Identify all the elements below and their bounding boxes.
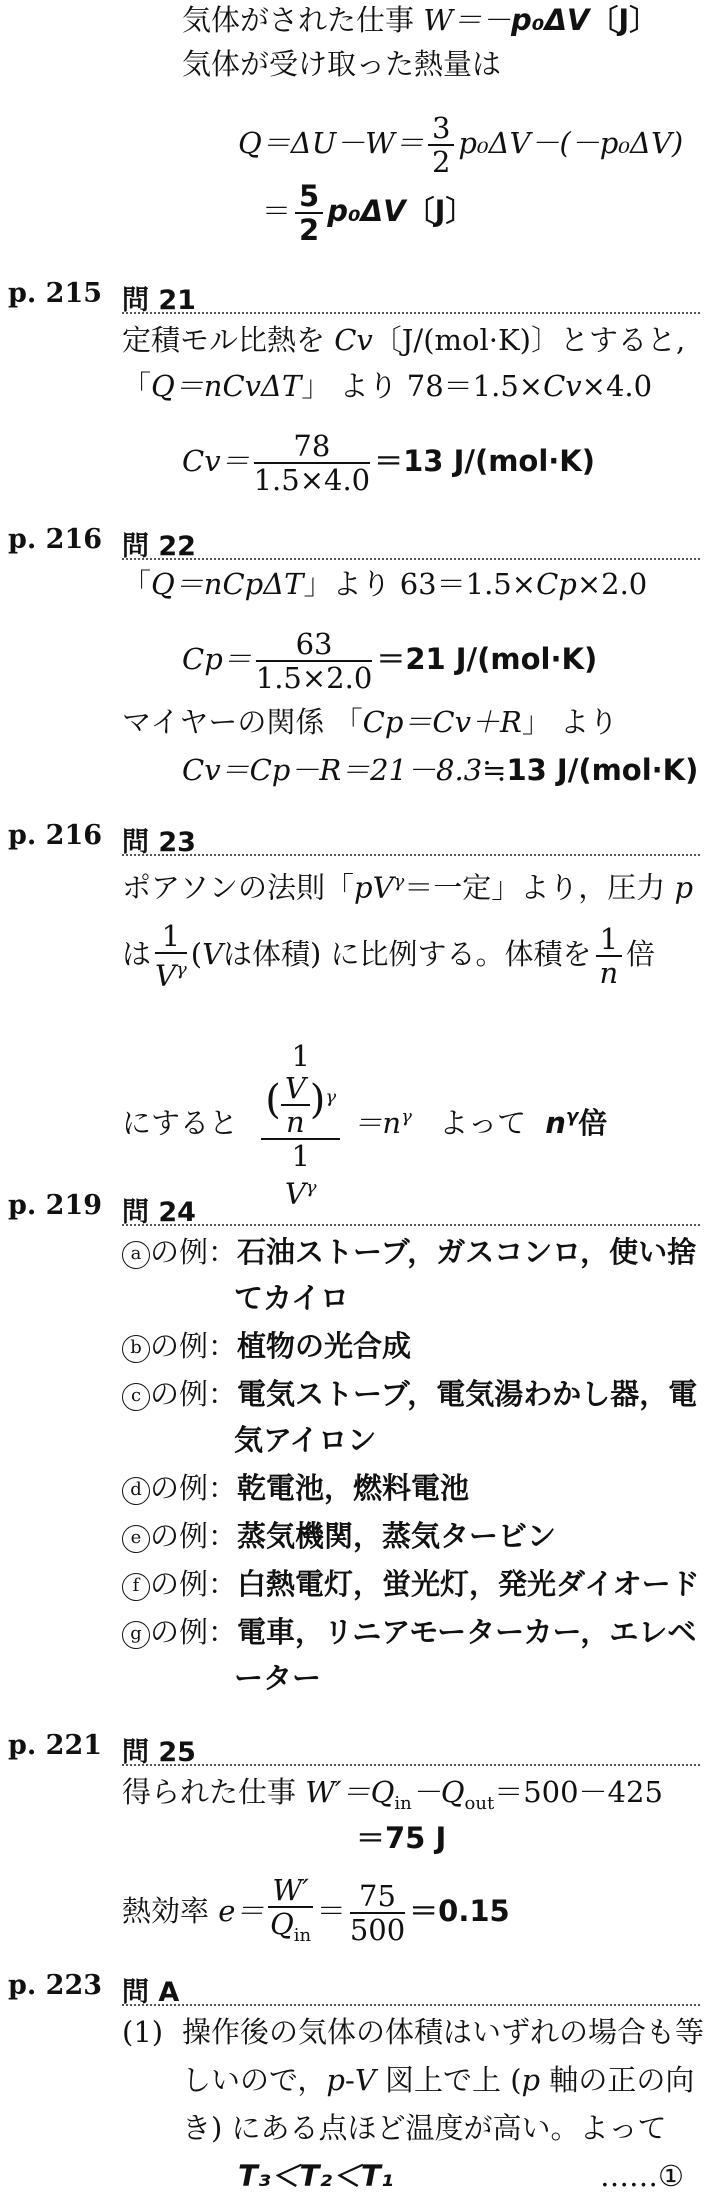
dotted-rule xyxy=(122,2004,700,2006)
dotted-rule xyxy=(122,558,700,560)
list-item: g の例：電車，リニアモーターカー，エレベ xyxy=(122,1614,696,1650)
question-21-title: 問 21 xyxy=(122,285,196,316)
page-ref-219: p. 219 xyxy=(8,1190,103,1221)
dotted-rule xyxy=(122,1224,700,1226)
q25-line3: 熱効率 e＝ $\frac{W'}{Q_{in}}$ ＝ $\frac{75}{500}$ ＝0.15 xyxy=(122,1873,510,1947)
heat-result-line: ＝ $\frac{5}{2}$ p₀ΔV〔J〕 xyxy=(262,179,475,247)
fraction: $\frac{3}{2}$ xyxy=(428,112,454,178)
page-ref-223: p. 223 xyxy=(8,1970,103,2001)
q22-line4: Cv＝Cp－R＝21－8.3≒13 J/(mol·K) xyxy=(182,753,699,787)
qa-result: T₃＜T₂＜T₁ xyxy=(238,2159,394,2193)
page-ref-216a: p. 216 xyxy=(8,524,103,555)
page-ref-215: p. 215 xyxy=(8,278,103,309)
qa-line1: 操作後の気体の体積はいずれの場合も等 xyxy=(182,2015,705,2049)
page-ref-221: p. 221 xyxy=(8,1730,103,1761)
list-item-cont: ーター xyxy=(234,1661,322,1695)
page-ref-216b: p. 216 xyxy=(8,820,103,851)
question-23-title: 問 23 xyxy=(122,827,196,858)
dotted-rule xyxy=(122,312,700,314)
fraction: $\frac{5}{2}$ xyxy=(295,180,323,246)
q23-line2: は $\frac{1}{V^\gamma}$ (Vは体積) に比例する。体積を $\frac{1}{n}$ 倍 xyxy=(122,919,656,993)
list-item: c の例：電気ストーブ，電気湯わかし器，電 xyxy=(122,1376,697,1412)
q25-line1: 得られた仕事 $W'=Q_{in}-Q_{out}=500-425$ xyxy=(122,1775,663,1814)
dotted-rule xyxy=(122,854,700,856)
q22-line2: Cp＝ $\frac{63}{1.5\times 2.0}$ ＝21 J/(mol·K) xyxy=(182,627,598,695)
heat-equation-line: Q＝ΔU－W＝ $\frac{3}{2}$ p₀ΔV－(－p₀ΔV) xyxy=(238,111,684,179)
question-24-title: 問 24 xyxy=(122,1197,196,1228)
q21-line2: 「Q＝nCvΔT」 より 78＝1.5×Cv×4.0 xyxy=(122,369,653,403)
qa-line3: き) にある点ほど温度が高い。よって xyxy=(182,2111,667,2145)
q23-line1: ポアソンの法則「$pV^\gamma=$一定」より，圧力 p xyxy=(122,870,694,905)
question-22-title: 問 22 xyxy=(122,531,196,562)
q25-line2: ＝75 J xyxy=(356,1821,447,1855)
work-done-line: 気体がされた仕事 W＝－p₀ΔV〔J〕 xyxy=(182,3,659,37)
q22-line3: マイヤーの関係 「Cp＝Cv＋R」 より xyxy=(122,705,619,739)
list-item: d の例：乾電池，燃料電池 xyxy=(122,1470,469,1506)
list-item: f の例：白熱電灯，蛍光灯，発光ダイオード xyxy=(122,1566,700,1602)
item-number: (1) xyxy=(122,2015,164,2049)
list-item-cont: てカイロ xyxy=(234,1281,350,1315)
heat-intro-line: 気体が受け取った熱量は xyxy=(182,47,502,81)
list-item: e の例：蒸気機関，蒸気タービン xyxy=(122,1518,556,1554)
list-item: b の例：植物の光合成 xyxy=(122,1328,411,1364)
q23-line3: にすると 1 ( $\frac{V}{n}$ )$^\gamma$ 1 $V^\gamma$ $=n^\gamma$ よって $n^\gamma$倍 xyxy=(122,1039,608,1211)
q22-line1: 「Q＝nCpΔT」より 63＝1.5×Cp×2.0 xyxy=(122,567,648,601)
equation-number: ……① xyxy=(600,2159,684,2193)
qa-line2: しいので，p-V 図上で上 (p 軸の正の向 xyxy=(182,2063,695,2097)
dotted-rule xyxy=(122,1764,700,1766)
question-25-title: 問 25 xyxy=(122,1737,196,1768)
q21-line1: 定積モル比熱を Cv〔J/(mol·K)〕とすると, xyxy=(122,323,686,357)
q21-line3: Cv＝ $\frac{78}{1.5\times 4.0}$ ＝13 J/(mol·K) xyxy=(182,429,596,497)
list-item: a の例：石油ストーブ，ガスコンロ，使い捨 xyxy=(122,1234,696,1270)
list-item-cont: 気アイロン xyxy=(234,1423,377,1457)
question-a-title: 問 A xyxy=(122,1977,180,2008)
